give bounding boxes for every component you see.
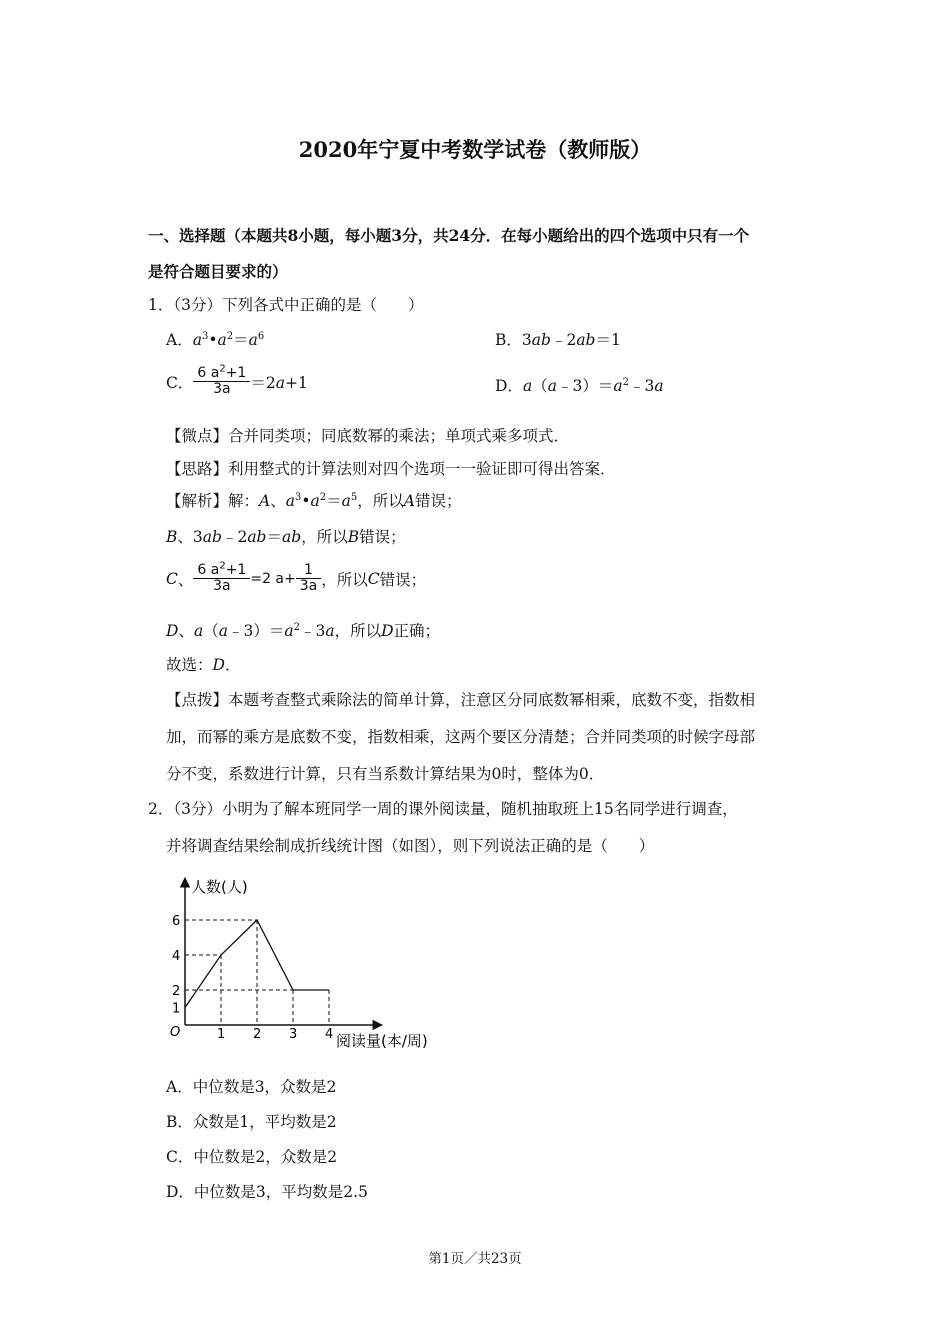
text: =2 a+ — [250, 570, 296, 587]
numerator: 1 — [296, 563, 322, 579]
q2-option-d: D．中位数是3，平均数是2.5 — [166, 1183, 368, 1201]
text: 错误； — [359, 528, 406, 546]
q1-option-b — [495, 328, 621, 350]
text: ＝ — [266, 528, 282, 546]
var: a — [217, 331, 227, 349]
var: a — [285, 492, 295, 510]
exponent: 2 — [319, 491, 327, 503]
q2-stem-line1: 2．（3分）小明为了解本班同学一周的课外阅读量，随机抽取班上15名同学进行调查， — [148, 800, 738, 818]
origin-label: O — [170, 1025, 181, 1040]
q1-option-c-label: C． — [166, 373, 194, 392]
dot-operator: • — [301, 492, 311, 510]
var: a — [310, 492, 320, 510]
q1-option-a-label: A． — [166, 331, 193, 349]
q2-option-b: B．众数是1，平均数是2 — [166, 1113, 337, 1131]
page-title: 2020年宁夏中考数学试卷（教师版） — [298, 137, 652, 162]
q1-stem: 1．（3分）下列各式中正确的是（ ） — [148, 296, 424, 314]
var: a — [325, 622, 335, 640]
var: a — [218, 622, 228, 640]
q1-dianbo-line2: 加，而幂的乘方是底数不变，指数相乘，这两个要区分清楚；合并同类项的时候字母部 — [166, 728, 756, 746]
var: D — [212, 656, 225, 674]
num-base: 6 a — [197, 365, 220, 381]
var: a — [193, 622, 204, 640]
var: a — [547, 377, 557, 395]
text: 3 — [521, 331, 532, 349]
y-tick-label: 2 — [172, 984, 181, 999]
exponent: 2 — [226, 330, 234, 342]
var: ab — [282, 528, 302, 546]
var: a — [248, 331, 258, 349]
q1-guxuan — [166, 653, 240, 675]
text: （ — [203, 622, 219, 640]
text: 、 — [177, 570, 194, 589]
exponent: 5 — [350, 491, 358, 503]
fraction — [193, 363, 250, 398]
q2-option-c: C．中位数是2，众数是2 — [166, 1148, 338, 1166]
q1-option-a — [166, 328, 264, 350]
num-tail: +1 — [225, 562, 247, 578]
q1-jiexi-c — [166, 560, 427, 595]
x-tick-label: 1 — [217, 1027, 226, 1042]
y-tick-labels — [172, 914, 180, 1017]
var: a — [192, 331, 202, 349]
text: +1 — [284, 373, 308, 392]
exponent: 3 — [294, 491, 302, 503]
var: ab — [202, 528, 222, 546]
var: D — [166, 622, 179, 640]
text: ，所以 — [321, 570, 368, 589]
text: 【解析】解： — [166, 492, 260, 510]
text: ，所以 — [334, 622, 382, 640]
var: a — [284, 622, 294, 640]
exponent: 2 — [622, 376, 629, 388]
x-axis-label: 阅读量(本/周) — [336, 1032, 428, 1050]
fraction — [296, 563, 322, 595]
text: ，所以 — [301, 528, 348, 546]
var: ab — [247, 528, 267, 546]
text: ﹣2 — [221, 528, 248, 546]
x-tick-labels — [217, 1027, 333, 1042]
q1-silu: 【思路】利用整式的计算法则对四个选项一一验证即可得出答案． — [166, 460, 616, 478]
dot-operator: • — [208, 331, 218, 349]
text: ﹣3）＝ — [227, 622, 285, 640]
exponent: 3 — [201, 330, 209, 342]
x-tick-label: 4 — [325, 1027, 334, 1042]
section-heading-line1: 一、选择题（本题共8小题，每小题3分，共24分．在每小题给出的四个选项中只有一个 — [148, 226, 750, 245]
text: ＝1 — [595, 331, 621, 349]
equals: ＝ — [233, 331, 249, 349]
exponent: 2 — [219, 560, 226, 572]
var: a — [522, 377, 533, 395]
y-tick-label: 1 — [172, 1001, 181, 1017]
denominator: 3a — [213, 381, 231, 398]
text: ﹣3）＝ — [556, 377, 614, 395]
x-tick-label: 3 — [289, 1027, 298, 1042]
q1-option-b-label: B． — [495, 331, 522, 349]
q1-jiexi — [166, 489, 462, 511]
var: B — [166, 528, 178, 546]
x-tick-label: 2 — [253, 1027, 262, 1042]
text: ． — [224, 656, 241, 674]
exponent: 6 — [257, 330, 265, 342]
text: 正确； — [393, 622, 441, 640]
var: a — [275, 373, 285, 392]
q1-jiexi-b — [166, 525, 406, 547]
var: a — [341, 492, 351, 510]
y-tick-label: 6 — [172, 914, 181, 929]
text: 、3 — [177, 528, 203, 546]
text: （ — [532, 377, 548, 395]
text: 、 — [178, 622, 194, 640]
section-heading-line2: 是符合题目要求的） — [148, 262, 288, 281]
reading-line-chart — [160, 872, 460, 1062]
text: ，所以 — [357, 492, 404, 510]
q2-stem-line2: 并将调查结果绘制成折线统计图（如图），则下列说法正确的是（ ） — [166, 837, 655, 855]
q2-option-a: A．中位数是3，众数是2 — [166, 1078, 337, 1096]
text: 错误； — [379, 570, 427, 589]
q1-dianbo-line1: 【点拨】本题考查整式乘除法的简单计算，注意区分同底数幂相乘，底数不变，指数相 — [166, 691, 756, 709]
text: 故选： — [166, 656, 213, 674]
text: ＝2 — [250, 373, 276, 392]
text: ﹣3 — [628, 377, 655, 395]
text: ﹣3 — [299, 622, 326, 640]
num-base: 6 a — [197, 562, 220, 578]
denominator: 3a — [299, 578, 318, 595]
q1-jiexi-d — [166, 619, 440, 641]
y-axis-label: 人数(人) — [191, 878, 248, 896]
var: ab — [531, 331, 551, 349]
q1-option-d — [495, 374, 664, 396]
q1-option-c — [166, 363, 308, 398]
page-footer: 第1页／共23页 — [428, 1251, 522, 1267]
var: C — [166, 569, 178, 588]
y-tick-label: 4 — [172, 949, 181, 964]
equals: ＝ — [326, 492, 342, 510]
q1-weidian: 【微点】合并同类项；同底数幂的乘法；单项式乘多项式． — [166, 427, 570, 445]
var: a — [654, 377, 664, 395]
var: A — [259, 492, 271, 510]
exponent: 2 — [219, 363, 226, 375]
var: ab — [576, 331, 596, 349]
guide-lines — [185, 920, 329, 1025]
var: B — [347, 528, 360, 546]
fraction — [193, 560, 250, 595]
text: 错误； — [415, 492, 462, 510]
var: D — [381, 622, 394, 640]
q1-option-d-label: D． — [495, 377, 523, 395]
var: C — [367, 569, 380, 588]
text: ﹣2 — [550, 331, 577, 349]
denominator: 3a — [213, 578, 231, 595]
q1-dianbo-line3: 分不变，系数进行计算，只有当系数计算结果为0时，整体为0． — [166, 765, 605, 783]
var: a — [613, 377, 623, 395]
exponent: 2 — [293, 621, 300, 633]
var: A — [403, 492, 415, 510]
text: 、 — [270, 492, 286, 510]
num-tail: +1 — [225, 365, 247, 381]
